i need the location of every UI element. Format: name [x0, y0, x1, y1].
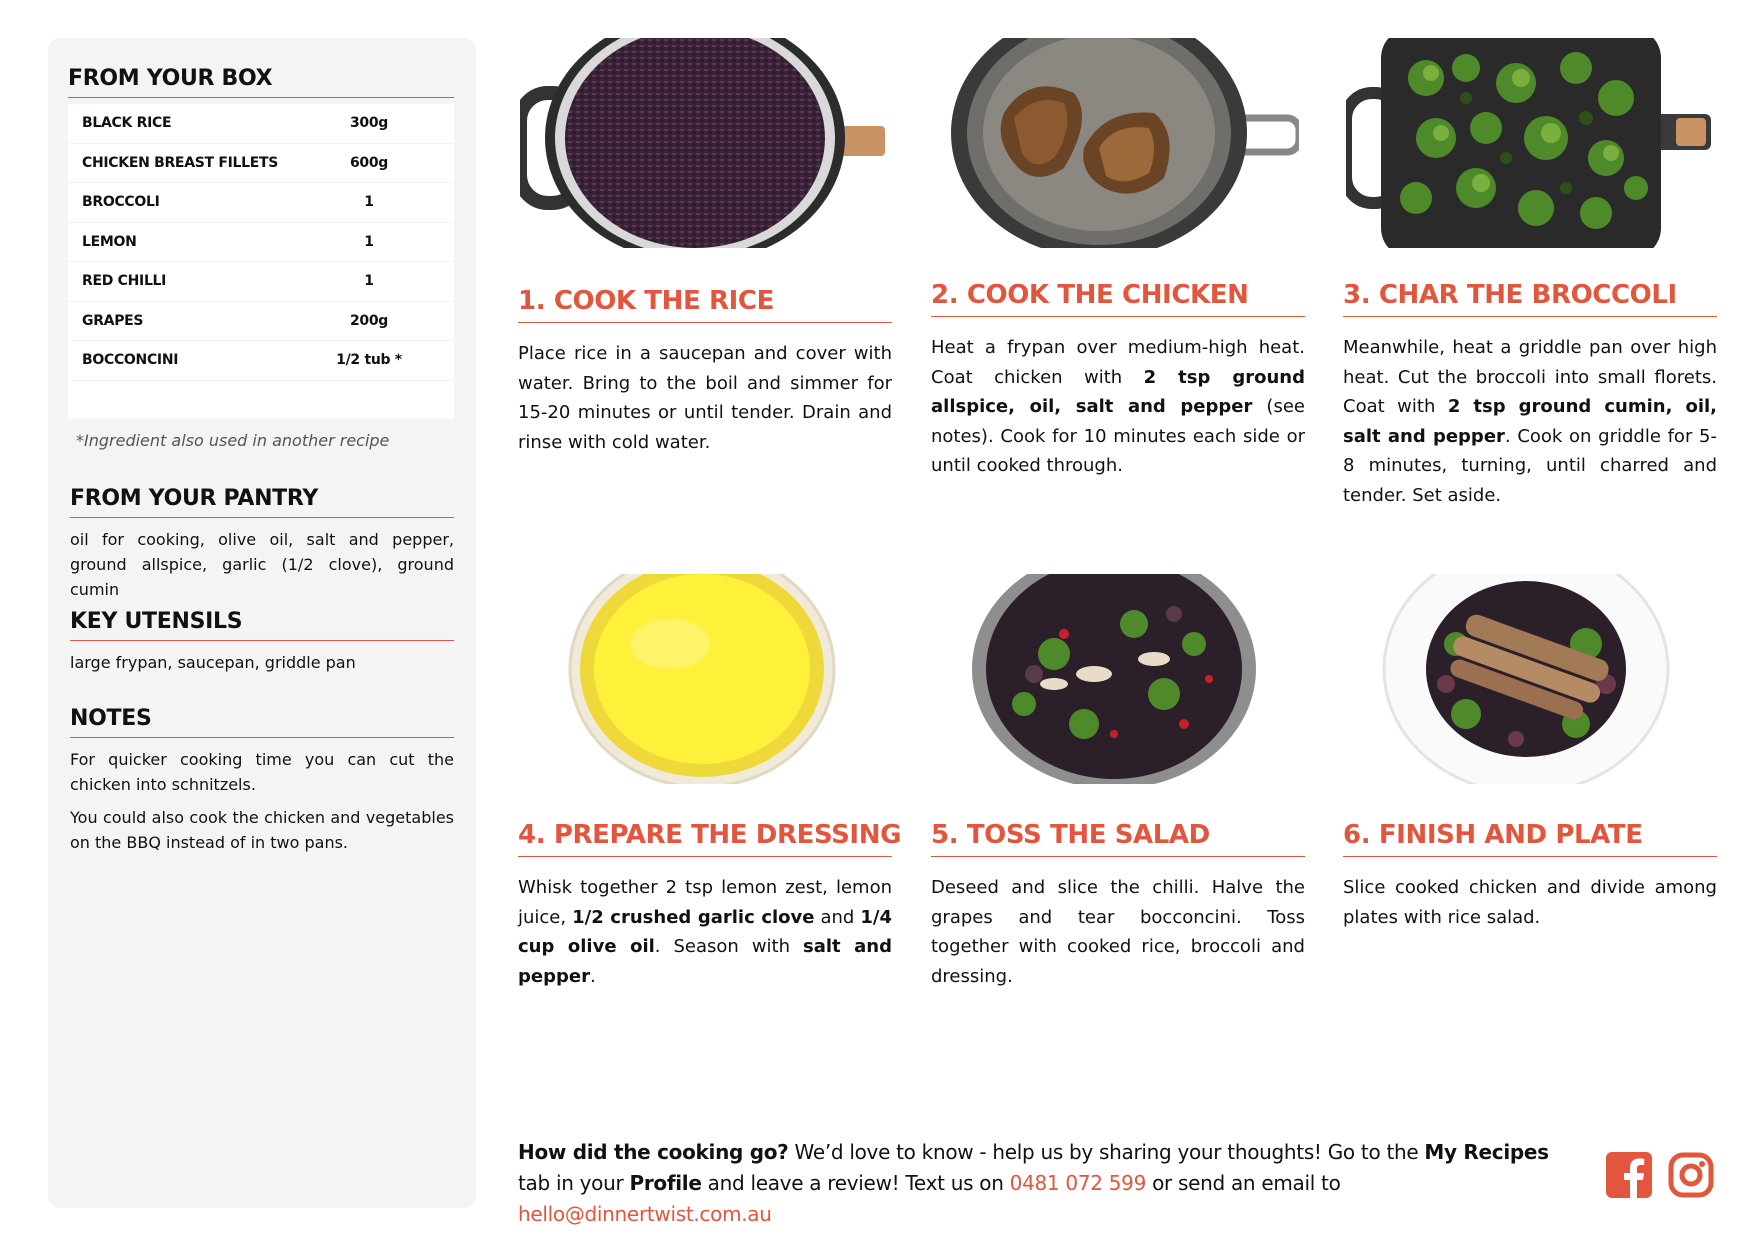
table-row — [68, 222, 454, 262]
step-2 — [931, 280, 1305, 481]
key-utensils-title: KEY UTENSILS — [70, 609, 454, 641]
step-title: 3. CHAR THE BROCCOLI — [1343, 280, 1717, 317]
ingredient-name: CHICKEN BREAST FILLETS — [68, 143, 300, 183]
ingredient-name: RED CHILLI — [68, 262, 300, 302]
ingredient-name: BOCCONCINI — [68, 341, 300, 381]
ingredient-qty: 1 — [300, 222, 454, 262]
bold-ingredient: 2 tsp ground allspice, oil, salt and pepper — [931, 366, 1305, 417]
ingredient-name: BROCCOLI — [68, 183, 300, 223]
footnote: *Ingredient also used in another recipe — [76, 430, 390, 450]
phone-link[interactable]: 0481 072 599 — [1009, 1171, 1147, 1195]
note-paragraph: You could also cook the chicken and vegetables on the BBQ instead of in two pans. — [70, 808, 454, 852]
ingredient-qty: 600g — [300, 143, 454, 183]
step-title: 6. FINISH AND PLATE — [1343, 820, 1717, 857]
ingredient-qty: 1 — [300, 262, 454, 302]
step-body: Slice cooked chicken and divide among plates with rice salad. — [1343, 877, 1717, 928]
from-your-box-section — [68, 66, 454, 450]
step-body: Heat a frypan over medium-high heat. Coat chicken with 2 tsp ground allspice, oil, salt and pepper (see notes). Cook for 10 minutes each side or until cooked through. — [931, 337, 1305, 476]
table-row — [68, 262, 454, 302]
note-paragraph: For quicker cooking time you can cut the chicken into schnitzels. — [70, 750, 454, 794]
step-6 — [1343, 820, 1717, 932]
bold-ingredient: 2 tsp ground cumin, oil, salt and pepper — [1343, 396, 1717, 447]
ingredient-qty: 200g — [300, 301, 454, 341]
key-utensils-section — [70, 609, 454, 675]
table-row-empty — [68, 380, 454, 419]
dressing-photo — [520, 574, 885, 784]
step-body: Deseed and slice the chilli. Halve the grapes and tear bocconcini. Toss together with cooked rice, broccoli and dressing. — [931, 877, 1305, 987]
step-title: 4. PREPARE THE DRESSING — [518, 820, 892, 857]
feedback-text: We’d love to know - help us by sharing your thoughts! Go to the — [788, 1140, 1425, 1164]
pantry-text: oil for cooking, olive oil, salt and pepper, ground allspice, garlic (1/2 clove), ground cumin — [70, 530, 454, 599]
ingredient-qty: 1 — [300, 183, 454, 223]
ingredient-table — [68, 104, 454, 419]
ingredients-sidebar — [48, 38, 476, 1208]
utensils-text: large frypan, saucepan, griddle pan — [70, 653, 356, 672]
ingredient-qty: 1/2 tub * — [300, 341, 454, 381]
step-body: Meanwhile, heat a griddle pan over high heat. Cut the broccoli into small florets. Coat with 2 tsp ground cumin, oil, salt and pepper. Cook on griddle for 5-8 minutes, turning, until charred and tender. Set aside. — [1343, 337, 1717, 506]
my-recipes-link[interactable]: My Recipes — [1424, 1140, 1549, 1164]
ingredient-name: LEMON — [68, 222, 300, 262]
table-row — [68, 341, 454, 381]
from-your-box-title: FROM YOUR BOX — [68, 66, 454, 98]
notes-section — [70, 706, 454, 855]
from-your-pantry-title: FROM YOUR PANTRY — [70, 486, 454, 518]
step-3 — [1343, 280, 1717, 510]
step-title: 5. TOSS THE SALAD — [931, 820, 1305, 857]
table-row — [68, 143, 454, 183]
instagram-icon[interactable] — [1668, 1152, 1714, 1198]
feedback-text: and leave a review! Text us on — [701, 1171, 1010, 1195]
table-row — [68, 104, 454, 143]
facebook-icon[interactable] — [1606, 1152, 1652, 1198]
step-4 — [518, 820, 902, 991]
bold-ingredient: 1/4 cup olive oil — [518, 906, 893, 957]
table-row — [68, 301, 454, 341]
step-5 — [931, 820, 1305, 991]
broccoli-griddle-photo — [1346, 38, 1711, 248]
ingredient-name: BLACK RICE — [68, 104, 300, 143]
step-title: 2. COOK THE CHICKEN — [931, 280, 1305, 317]
ingredient-name: GRAPES — [68, 301, 300, 341]
feedback-text: tab in your — [518, 1171, 630, 1195]
feedback-question: How did the cooking go? — [518, 1140, 789, 1164]
feedback-text: or send an email to — [1146, 1171, 1341, 1195]
feedback-message — [518, 1137, 1568, 1230]
step-body: Place rice in a saucepan and cover with water. Bring to the boil and simmer for 15-20 minutes or until tender. Drain and rinse with cold water. — [518, 343, 892, 453]
rice-photo — [520, 38, 885, 248]
profile-link[interactable]: Profile — [629, 1171, 702, 1195]
step-body: Whisk together 2 tsp lemon zest, lemon juice, 1/2 crushed garlic clove and 1/4 cup olive oil. Season with salt and pepper. — [518, 877, 893, 987]
step-title: 1. COOK THE RICE — [518, 286, 892, 323]
from-your-pantry-section — [70, 486, 454, 602]
plated-dish-photo — [1346, 574, 1711, 784]
bold-ingredient: 1/2 crushed garlic clove — [572, 906, 815, 928]
notes-title: NOTES — [70, 706, 454, 738]
tossed-salad-photo — [934, 574, 1299, 784]
chicken-photo — [934, 38, 1299, 248]
email-link[interactable]: hello@dinnertwist.com.au — [518, 1202, 772, 1226]
bold-ingredient: salt and pepper — [518, 936, 893, 987]
table-row — [68, 183, 454, 223]
ingredient-qty: 300g — [300, 104, 454, 143]
step-1 — [518, 286, 892, 457]
